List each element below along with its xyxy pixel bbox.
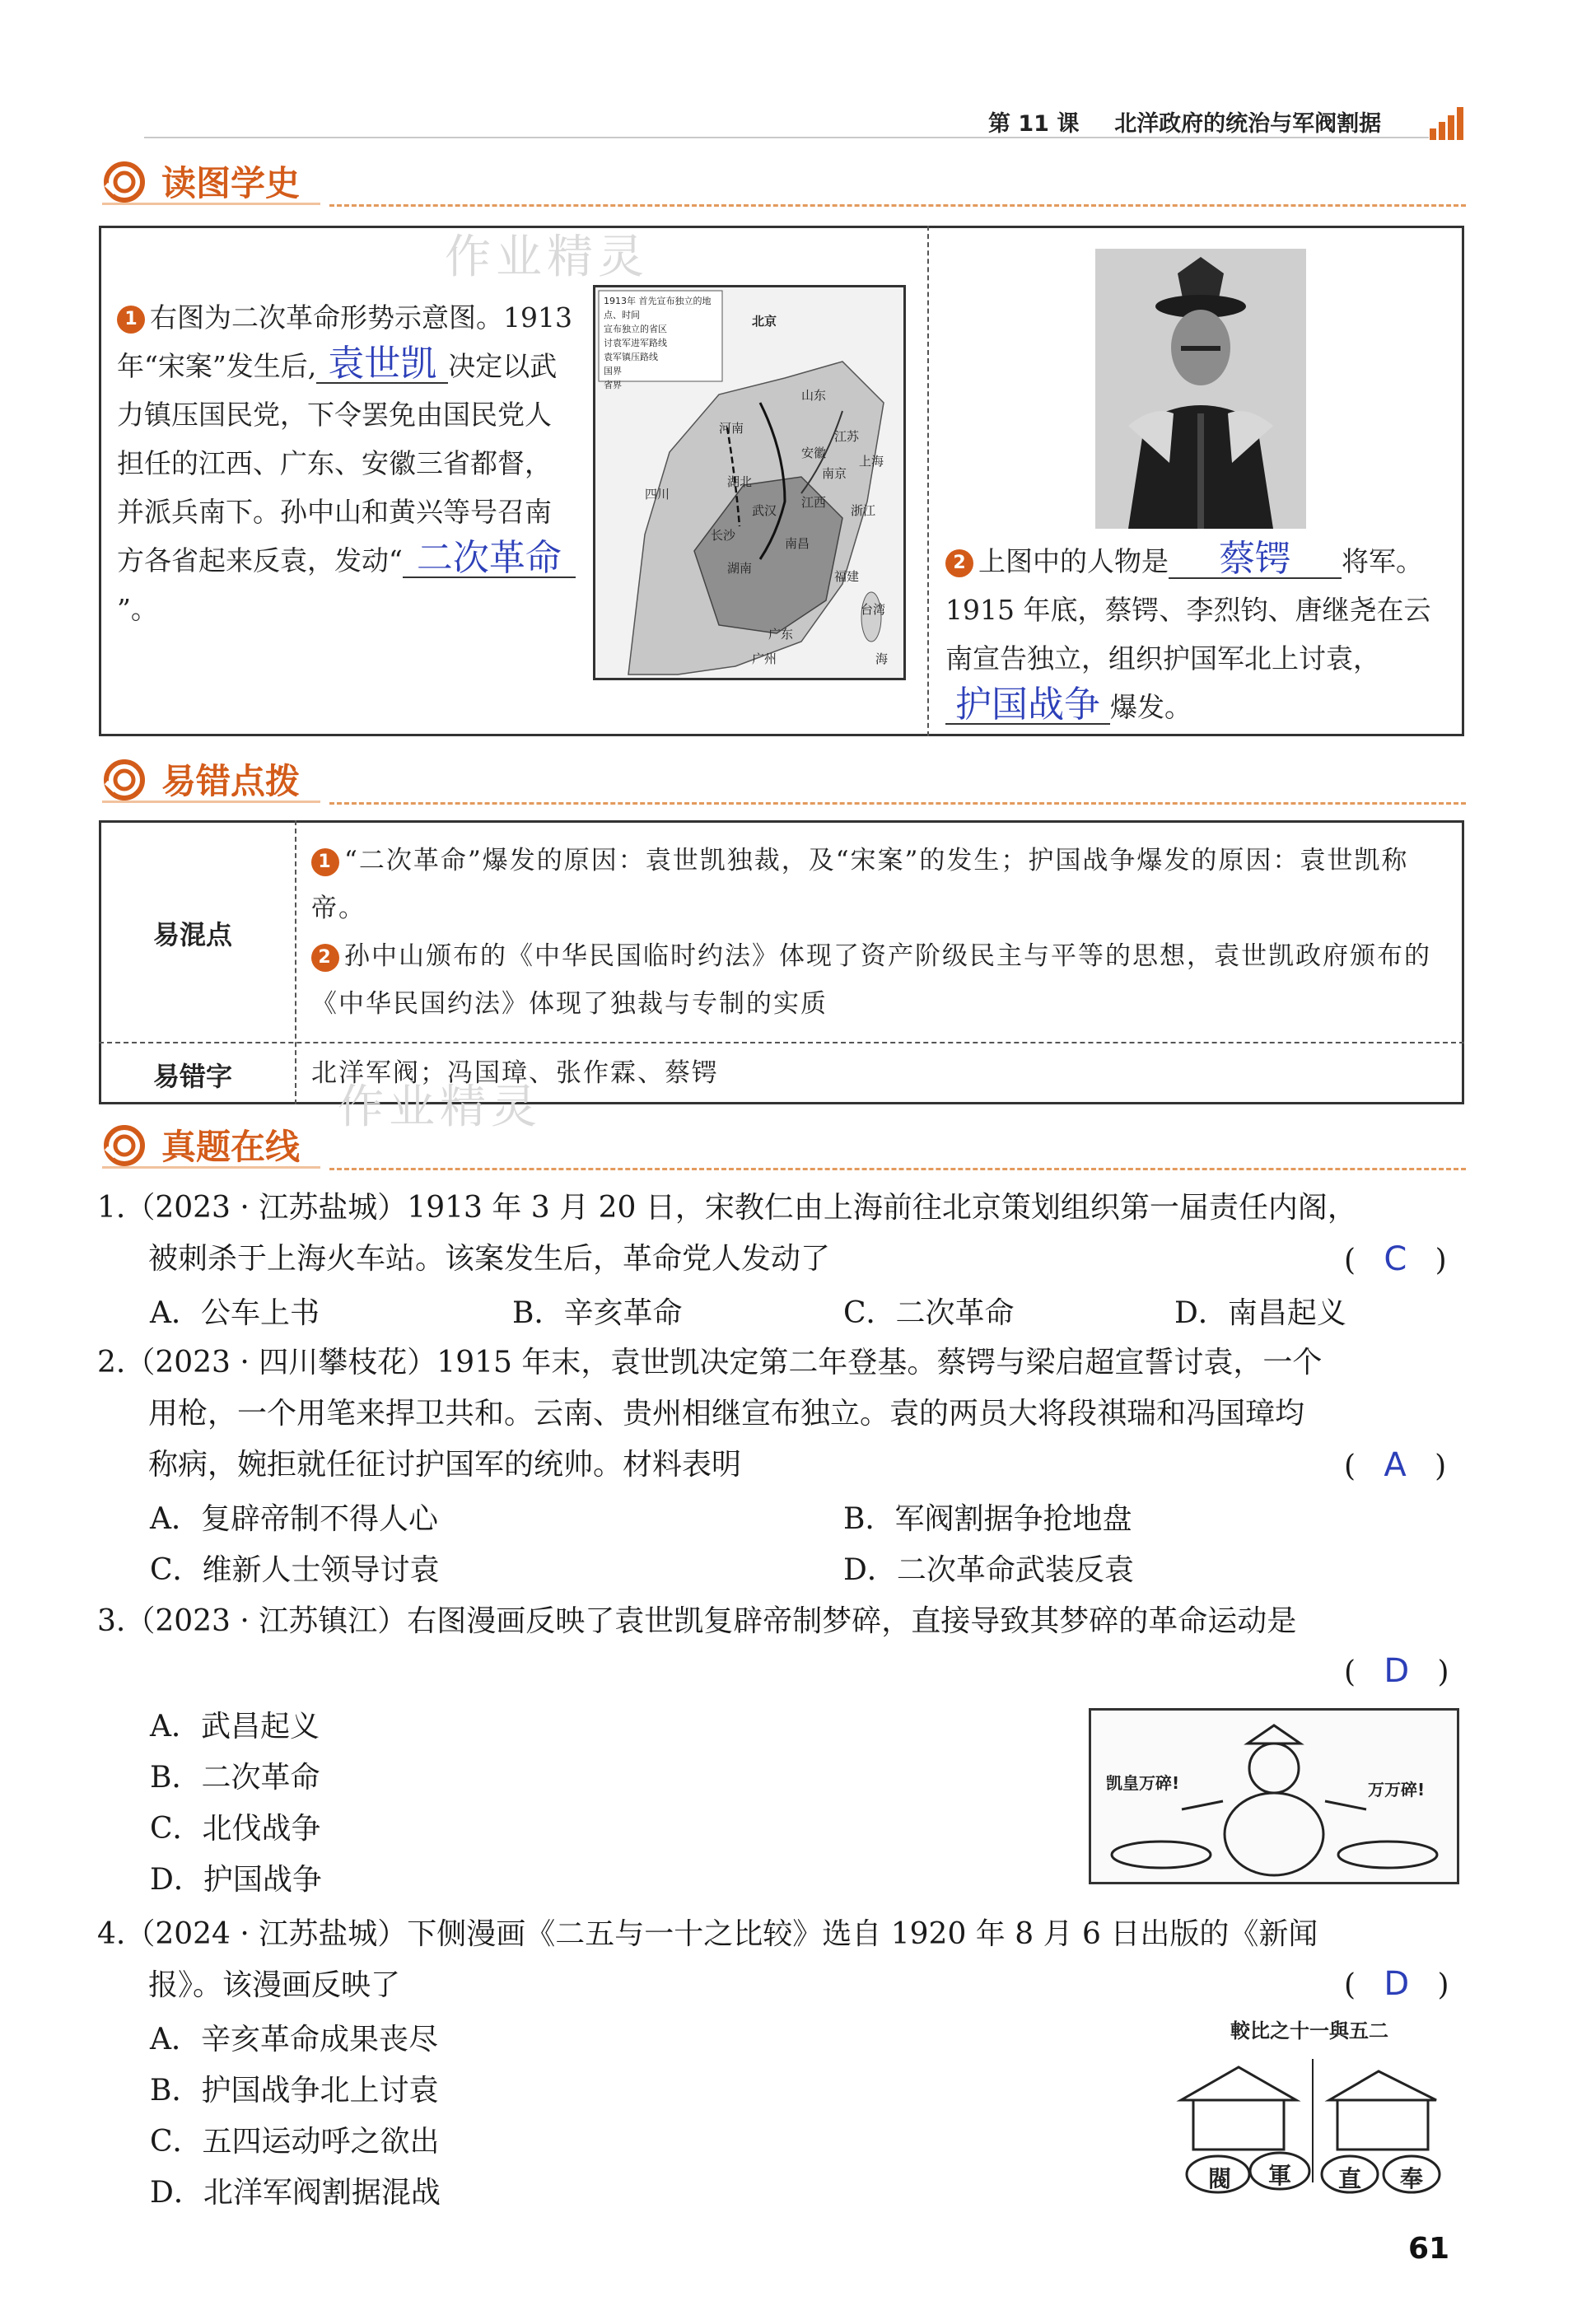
q3-option-b: B．二次革命 (150, 1761, 320, 1795)
map-label-nanjing: 南京 (822, 466, 847, 481)
map-label-taiwan: 台湾 (861, 602, 886, 617)
map-label-anhui: 安徽 (801, 446, 827, 460)
confusing-2-text: 孙中山颁布的《中华民国临时约法》体现了资产阶级民主与平等的思想，袁世凯政府颁布的《中华民国约法》体现了独裁与专制的实质 (311, 941, 1431, 1019)
section-title-read-map: 读图学史 (161, 163, 301, 203)
typo-text: 北洋军阀；冯国璋、张作霖、蔡锷 (311, 1058, 719, 1088)
q4-stem-line-2: 报》。该漫画反映了 (148, 1968, 401, 2002)
confusing-label: 易混点 (153, 919, 233, 950)
item-2-answer-a: 蔡锷 (1169, 541, 1342, 579)
question-2 (97, 1337, 1481, 1491)
q4-option-d: D．北洋军阀割据混战 (150, 2176, 441, 2210)
confusing-points (311, 837, 1452, 1028)
watermark: 作业精灵 (445, 231, 649, 284)
q1-answer-box: ( C ) (1344, 1240, 1447, 1278)
running-header (988, 105, 1381, 138)
q2-stem-line-1: 2.（2023 · 四川攀枝花）1915 年末，袁世凯决定第二年登基。蔡锷与梁启超宣誓讨袁，一个 (97, 1346, 1323, 1379)
map-label-sea: 海 (875, 651, 889, 666)
confusing-1-badge: 1 (311, 848, 339, 876)
map-label-guangdong: 广东 (768, 627, 794, 642)
item-1-text-a: 右图为二次革命形势示意图。1913 年“宋案”发生后, (117, 301, 572, 382)
q4-answer-box: ( D ) (1344, 1965, 1449, 2003)
q4-option-a: A．辛亥革命成果丧尽 (150, 2023, 438, 2056)
item-2-text-c: 爆发。 (1110, 691, 1192, 723)
map-label-jiangsu: 江苏 (834, 429, 860, 444)
confusing-2-badge: 2 (311, 944, 339, 972)
q2-option-c: C．维新人士领导讨袁 (150, 1553, 440, 1587)
table-divider-vertical (295, 820, 296, 1104)
confusing-1-text: “二次革命”爆发的原因：袁世凯独裁，及“宋案”的发生；护国战争爆发的原因：袁世凯称帝。 (311, 846, 1409, 923)
q2-option-a: A．复辟帝制不得人心 (150, 1502, 438, 1536)
q4-cartoon-label-3: 直 (1338, 2165, 1362, 2192)
q2-stem-line-2: 用枪，一个用笔来捍卫共和。云南、贵州相继宣布独立。袁的两员大将段祺瑞和冯国璋均 (148, 1397, 1305, 1431)
section-title-error-tips: 易错点拨 (161, 761, 301, 801)
item-2-text-b: 将军。1915 年底，蔡锷、李烈钧、唐继尧在云南宣告独立，组织护国军北上讨袁， (945, 545, 1431, 675)
section-underline (102, 203, 320, 205)
map-label-shanghai: 上海 (859, 454, 884, 469)
header-rule (144, 137, 1429, 138)
q4-cartoon-label-4: 奉 (1400, 2165, 1424, 2192)
section-dash-line (329, 204, 1466, 207)
typo-label: 易错字 (153, 1061, 233, 1092)
portrait-drawing (1095, 249, 1306, 529)
item-2-answer-b: 护国战争 (945, 687, 1110, 725)
map-label-jiangxi: 江西 (801, 495, 827, 510)
q1-answer: C (1384, 1240, 1407, 1278)
q3-option-c: C．北伐战争 (150, 1812, 321, 1846)
q1-option-a: A．公车上书 (150, 1296, 320, 1330)
second-revolution-map (593, 285, 906, 680)
item-1-text-c: ”。 (117, 593, 158, 625)
q4-cartoon (1173, 2010, 1453, 2201)
read-map-item-2 (945, 537, 1456, 731)
map-label-wuhan: 武汉 (752, 503, 777, 518)
q1-stem-line-2: 被刺杀于上海火车站。该案发生后，革命党人发动了 (148, 1242, 831, 1276)
portrait-cai-e (1095, 249, 1306, 529)
q4-cartoon-label-1: 閥 (1208, 2165, 1232, 2192)
q3-cartoon-left-text: 凯皇万碎! (1106, 1773, 1180, 1793)
item-1-answer-b: 二次革命 (403, 540, 576, 578)
section-dash-line (329, 802, 1466, 805)
q4-cartoon-title: 較比之十一與五二 (1230, 2019, 1388, 2042)
q4-answer: D (1384, 1965, 1410, 2003)
section-underline (102, 801, 320, 803)
map-label-changsha: 长沙 (711, 528, 736, 543)
map-label-henan: 河南 (719, 421, 744, 436)
map-label-zhejiang: 浙江 (851, 503, 876, 518)
q3-option-a: A．武昌起义 (150, 1710, 320, 1744)
question-1 (97, 1183, 1481, 1285)
q2-option-d: D．二次革命武装反袁 (843, 1553, 1134, 1587)
q3-answer-box: ( D ) (1344, 1652, 1449, 1690)
q2-answer: A (1384, 1446, 1407, 1484)
section-title-real-exam: 真题在线 (161, 1127, 301, 1167)
map-label-beijing: 北京 (752, 314, 777, 329)
q1-option-b: B．辛亥革命 (512, 1296, 683, 1330)
read-map-item-1 (117, 293, 578, 633)
q2-stem-line-3: 称病，婉拒就任征讨护国军的统帅。材料表明 (148, 1448, 742, 1482)
q2-option-b: B．军阀割据争抢地盘 (843, 1502, 1132, 1536)
q1-stem-line-1: 1.（2023 · 江苏盐城）1913 年 3 月 20 日，宋教仁由上海前往北京策划组织第一届责任内阁， (97, 1191, 1357, 1225)
map-label-guangzhou: 广州 (752, 651, 777, 666)
map-legend: 1913年 首先宣布独立的地点、时间 宣布独立的省区 讨袁军进军路线 袁军镇压路线 国界 省界 (604, 296, 712, 390)
lesson-number: 第 11 课 (988, 111, 1080, 137)
section-underline (102, 1166, 320, 1169)
item-1-answer-a: 袁世凯 (316, 346, 448, 384)
map-label-sichuan: 四川 (645, 487, 670, 502)
map-label-hubei: 湖北 (727, 474, 753, 489)
q4-option-b: B．护国战争北上讨袁 (150, 2074, 439, 2108)
read-map-divider (927, 226, 929, 736)
signal-bars-icon (1430, 104, 1471, 140)
q3-cartoon-right-text: 万万碎! (1368, 1780, 1426, 1800)
watermark: 作业精灵 (338, 1081, 542, 1134)
q4-stem-line-1: 4.（2024 · 江苏盐城）下侧漫画《二五与一十之比较》选自 1920 年 8 月 6 日出版的《新闻 (97, 1917, 1318, 1951)
map-label-fujian: 福建 (834, 569, 860, 584)
q1-option-c: C．二次革命 (843, 1296, 1015, 1330)
q4-option-c: C．五四运动呼之欲出 (150, 2125, 440, 2159)
section-swirl-icon (102, 758, 147, 802)
question-4 (97, 1909, 1481, 2011)
q3-answer: D (1384, 1652, 1410, 1690)
q1-option-d: D．南昌起义 (1174, 1296, 1346, 1330)
lesson-title: 北洋政府的统治与军阀割据 (1114, 111, 1382, 137)
map-label-shandong: 山东 (801, 388, 827, 403)
item-2-badge: 2 (945, 549, 973, 577)
q3-cartoon (1089, 1708, 1459, 1884)
section-swirl-icon (102, 1123, 147, 1168)
item-1-text-b: 决定以武力镇压国民党，下令罢免由国民党人担任的江西、广东、安徽三省都督，并派兵南下。孙中山和黄兴等号召南方各省起来反袁，发动“ (117, 350, 558, 576)
map-label-hunan: 湖南 (727, 561, 753, 576)
question-3 (97, 1596, 1481, 1647)
map-label-nanchang: 南昌 (785, 536, 810, 551)
q2-answer-box: ( A ) (1344, 1446, 1447, 1484)
q3-option-d: D．护国战争 (150, 1863, 322, 1897)
q4-cartoon-label-2: 軍 (1268, 2162, 1292, 2189)
item-2-text-a: 上图中的人物是 (978, 545, 1169, 577)
section-swirl-icon (102, 160, 147, 204)
page-number: 61 (1408, 2232, 1450, 2266)
table-divider-horizontal (99, 1042, 1464, 1043)
q3-stem-line-1: 3.（2023 · 江苏镇江）右图漫画反映了袁世凯复辟帝制梦碎，直接导致其梦碎的革命运动是 (97, 1604, 1297, 1638)
item-1-badge: 1 (117, 306, 145, 334)
section-dash-line (329, 1168, 1466, 1170)
